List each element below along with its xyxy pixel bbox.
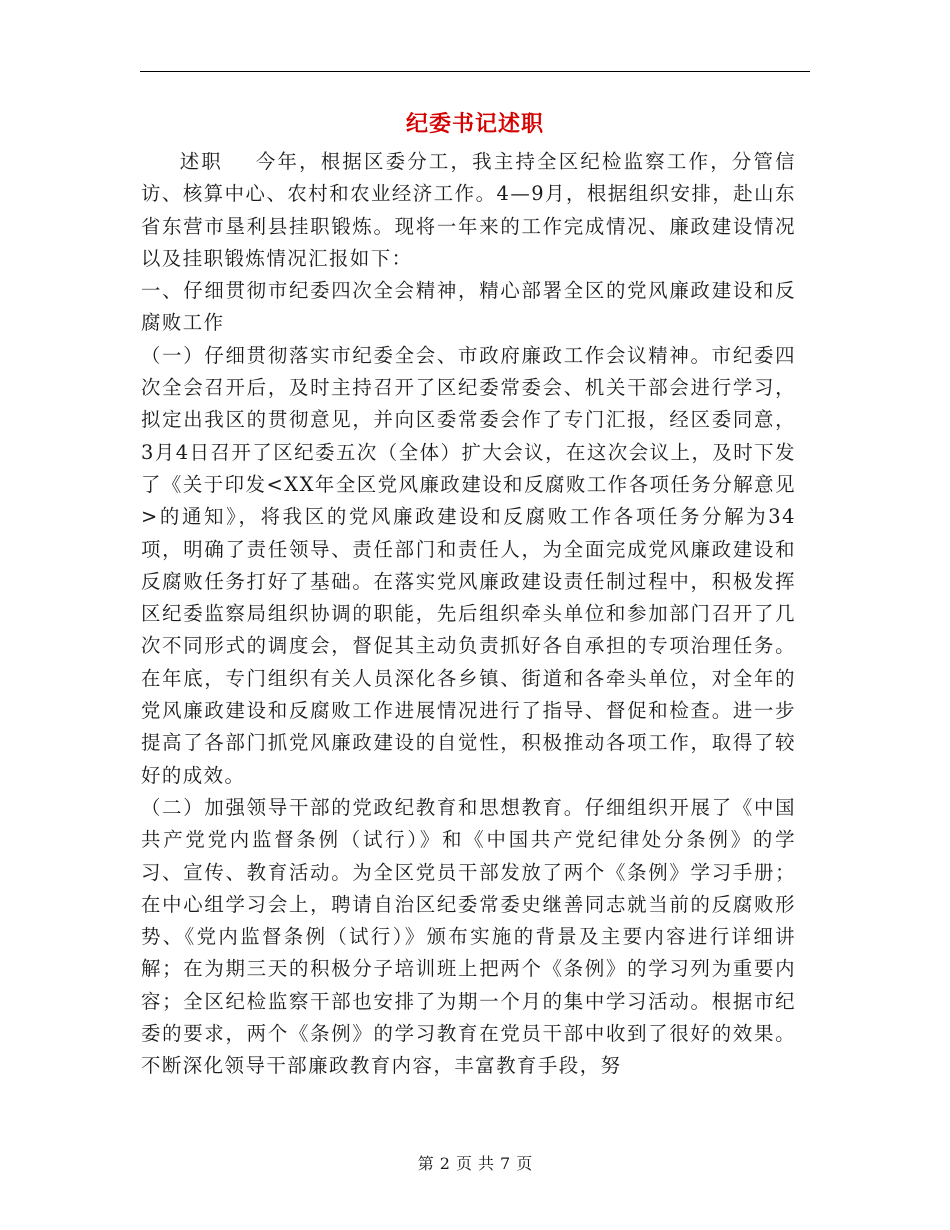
page-footer — [140, 1153, 810, 1175]
subsection-paragraph-1: （一）仔细贯彻落实市纪委全会、市政府廉政工作会议精神。市纪委四次全会召开后，及时主持召开了区纪委常委会、机关干部会进行学习，拟定出我区的贯彻意见，并向区委常委会作了专门汇报，经区委同意，3月4日召开了区纪委五次（全体）扩大会议，在这次会议上，及时下发了《关于印发<XX年全区党风廉政建设和反腐败工作各项任务分解意见>的通知》，将我区的党风廉政建设和反腐败工作各项任务分解为34项，明确了责任领导、责任部门和责任人，为全面完成党风廉政建设和反腐败任务打好了基础。在落实党风廉政建设责任制过程中，积极发挥区纪委监察局组织协调的职能，先后组织牵头单位和参加部门召开了几次不同形式的调度会，督促其主动负责抓好各自承担的专项治理任务。在年底，专门组织有关人员深化各乡镇、街道和各牵头单位，对全年的党风廉政建设和反腐败工作进展情况进行了指导、督促和检查。进一步提高了各部门抓党风廉政建设的自觉性，积极推动各项工作，取得了较好的成效。 — [141, 343, 796, 787]
page-number: 2 — [439, 1154, 450, 1173]
intro-paragraph — [141, 146, 796, 275]
header-rule — [140, 71, 810, 72]
footer-page-word: 页 — [455, 1154, 472, 1173]
intro-text: 今年，根据区委分工，我主持全区纪检监察工作，分管信访、核算中心、农村和农业经济工作。4—9月，根据组织安排，赴山东省东营市垦利县挂职锻炼。现将一年来的工作完成情况、廉政建设情况以及挂职锻炼情况汇报如下： — [141, 150, 797, 270]
document-title: 纪委书记述职 — [405, 111, 544, 137]
document-body — [141, 146, 796, 1083]
footer-prefix: 第 — [417, 1154, 434, 1173]
footer-total-word: 共 — [478, 1154, 495, 1173]
page-total: 7 — [500, 1154, 511, 1173]
section-heading: 一、仔细贯彻市纪委四次全会精神，精心部署全区的党风廉政建设和反腐败工作 — [141, 279, 796, 335]
footer-suffix: 页 — [516, 1154, 533, 1173]
subsection-paragraph-2: （二）加强领导干部的党政纪教育和思想教育。仔细组织开展了《中国共产党党内监督条例（试行）》和《中国共产党纪律处分条例》的学习、宣传、教育活动。为全区党员干部发放了两个《条例》学习手册；在中心组学习会上，聘请自治区纪委常委史继善同志就当前的反腐败形势、《党内监督条例（试行）》颁布实施的背景及主要内容进行详细讲解；在为期三天的积极分子培训班上把两个《条例》的学习列为重要内容；全区纪检监察干部也安排了为期一个月的集中学习活动。根据市纪委的要求，两个《条例》的学习教育在党员干部中收到了很好的效果。不断深化领导干部廉政教育内容，丰富教育手段，努 — [141, 795, 796, 1078]
intro-lead: 述职 — [179, 150, 224, 173]
